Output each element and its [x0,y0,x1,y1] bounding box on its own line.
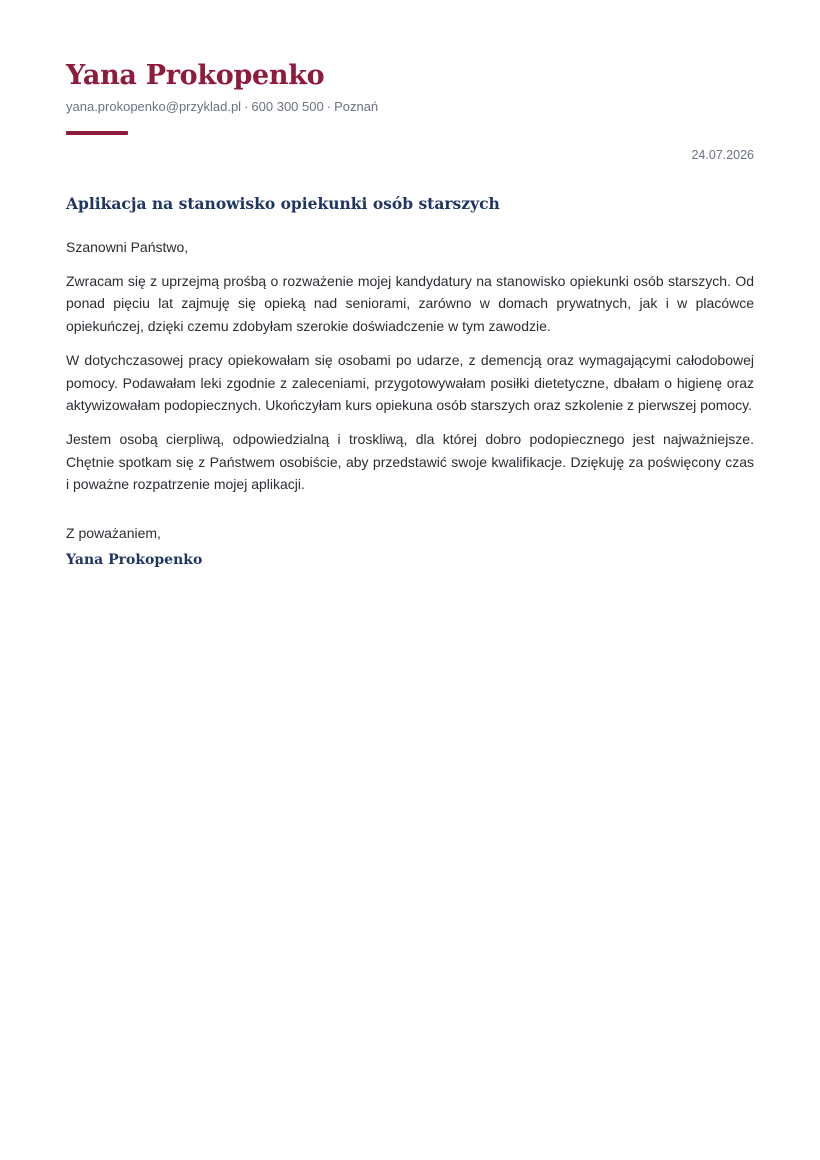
letter-header [66,56,754,116]
contact-phone: 600 300 500 [251,99,324,114]
letter-signature: Yana Prokopenko [66,551,203,568]
letter-greeting: Szanowni Państwo, [66,239,189,255]
letter-date: 24.07.2026 [691,148,754,162]
letter-body [66,236,754,571]
sender-name: Yana Prokopenko [66,60,325,91]
contact-separator: · [326,99,332,114]
letter-subject: Aplikacja na stanowisko opiekunki osób starszych [66,194,500,213]
contact-line [66,98,754,116]
contact-separator: · [244,99,249,114]
contact-email: yana.prokopenko@przyklad.pl [66,99,242,114]
letter-paragraph: W dotychczasowej pracy opiekowałam się osobami po udarze, z demencją oraz wymagającymi całodobowej pomocy. Podawałam leki zgodnie z zaleceniami, przygotowywałam posiłki dietetyczne, dbałam o higienę oraz aktywizowałam podopiecznych. Ukończyłam kurs opiekuna osób starszych oraz szkolenie z pierwszej pomocy. [66,351,754,414]
letter-closing: Z poważaniem, [66,525,161,542]
contact-city: Poznań [334,99,379,114]
letter-paragraph: Zwracam się z uprzejmą prośbą o rozważenie mojej kandydatury na stanowisko opiekunki osób starszych. Od ponad pięciu lat zajmuję się opieką nad seniorami, zarówno w domach prywatnych, jak i w placówce opiekuńczej, dzięki czemu zdobyłam szerokie doświadczenie w tym zawodzie. [66,272,754,335]
letter-paragraph: Jestem osobą cierpliwą, odpowiedzialną i troskliwą, dla której dobro podopiecznego jest najważniejsze. Chętnie spotkam się z Państwem osobiście, aby przedstawić swoje kwalifikacje. Dziękuję za poświęcony czas i poważne rozpatrzenie mojej aplikacji. [66,430,754,493]
accent-divider [66,131,128,135]
